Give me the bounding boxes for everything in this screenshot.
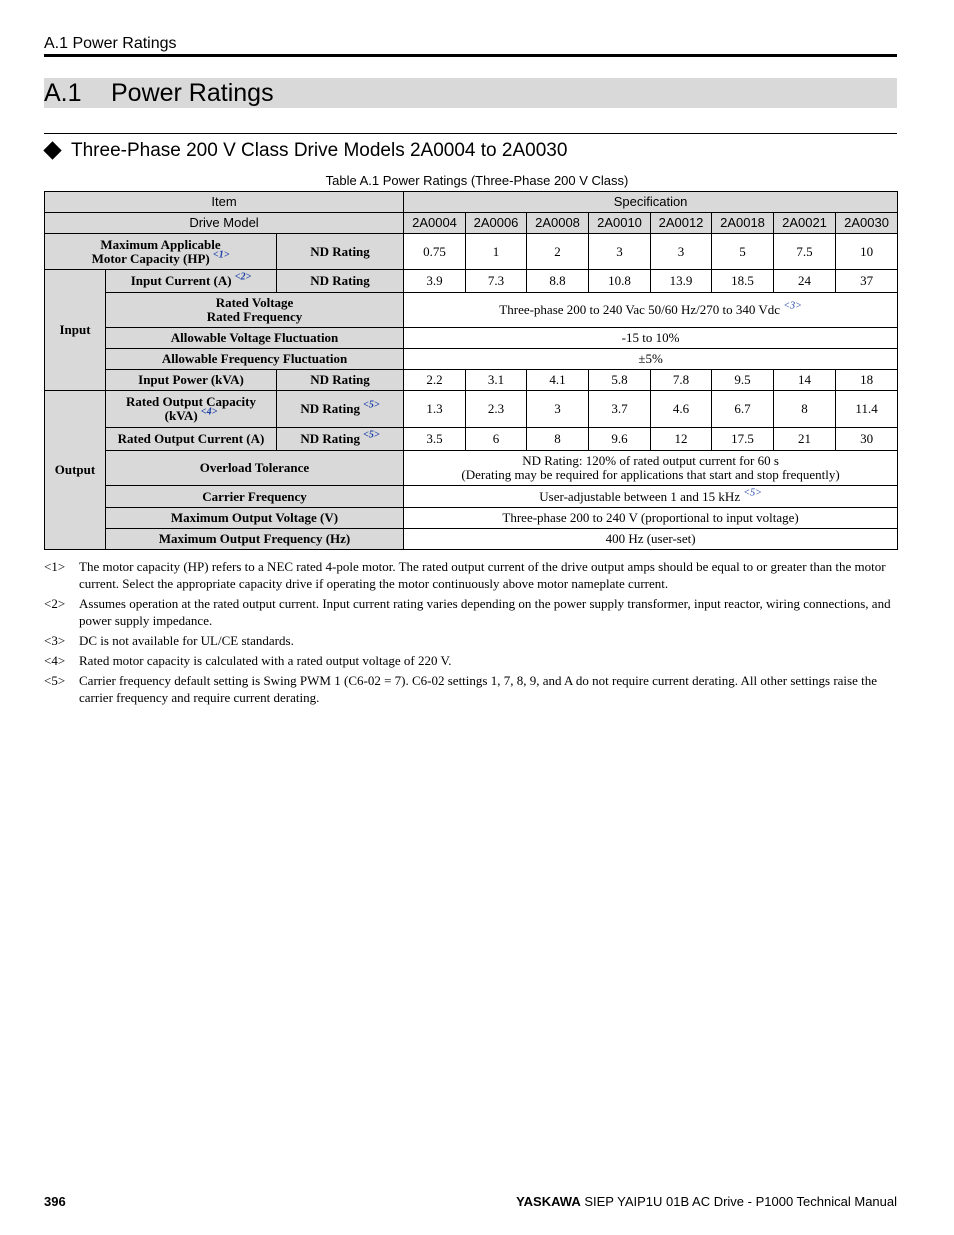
freq-fluct-row (45, 349, 898, 370)
voltage-fluct-row (45, 328, 898, 349)
footnote (44, 595, 897, 629)
overload-value: ND Rating: 120% of rated output current for 60 s (Derating may be required for applications that start and stop frequently) (404, 451, 898, 486)
value-cell: 3 (589, 234, 651, 270)
value-cell: 9.6 (589, 428, 651, 451)
output-current-label: Rated Output Current (A) (106, 428, 277, 451)
footer-brand: YASKAWA (516, 1194, 581, 1209)
input-group-label: Input (45, 270, 106, 391)
max-motor-line1: Maximum Applicable (100, 236, 221, 252)
page-number: 396 (44, 1194, 66, 1209)
max-motor-label (45, 234, 277, 270)
max-voltage-value: Three-phase 200 to 240 V (proportional to input voltage) (404, 508, 898, 529)
section-heading-bar (44, 78, 897, 108)
value-cell: 3 (651, 234, 712, 270)
max-freq-label: Maximum Output Frequency (Hz) (106, 529, 404, 550)
carrier-label: Carrier Frequency (106, 486, 404, 508)
spec-header: Specification (404, 192, 898, 213)
model-cell: 2A0008 (527, 213, 589, 234)
drive-model-label: Drive Model (45, 213, 404, 234)
value-cell: 30 (836, 428, 898, 451)
subsection-heading (44, 140, 567, 162)
running-header: A.1 Power Ratings (44, 35, 177, 52)
footnote-tag: <5> (44, 673, 66, 688)
output-capacity-row (45, 391, 898, 428)
footer-manual (516, 1194, 897, 1209)
footnote (44, 632, 897, 649)
power-ratings-table (44, 191, 898, 550)
drive-model-row (45, 213, 898, 234)
value-cell: 5.8 (589, 370, 651, 391)
nd-rating-label: ND Rating (277, 234, 404, 270)
nd-rating-label: ND Rating $^{<5>}$ (277, 428, 404, 451)
value-cell: 3.1 (466, 370, 527, 391)
model-cell: 2A0004 (404, 213, 466, 234)
value-cell: 2.3 (466, 391, 527, 428)
footnote-text: Carrier frequency default setting is Swing PWM 1 (C6-02 = 7). C6-02 settings 1, 7, 8, 9, and A do not require current derating. All other settings raise the carrier frequency and require current derating. (79, 673, 878, 705)
model-cell: 2A0010 (589, 213, 651, 234)
max-motor-line2: Motor Capacity (HP) (91, 250, 210, 266)
output-capacity-label: Rated Output Capacity (kVA) $^{<4>}$ (106, 391, 277, 428)
rated-voltage-value: Three-phase 200 to 240 Vac 50/60 Hz/270 to 340 Vdc $^{<3>}$ (404, 293, 898, 328)
value-cell: 5 (712, 234, 774, 270)
footnote-ref-link[interactable]: <5> (363, 399, 380, 411)
value-cell: 12 (651, 428, 712, 451)
output-current-row (45, 428, 898, 451)
value-cell: 7.3 (466, 270, 527, 293)
value-cell: 17.5 (712, 428, 774, 451)
value-cell: 3 (527, 391, 589, 428)
footnote-tag: <4> (44, 653, 66, 668)
output-group-label: Output (45, 391, 106, 550)
table-caption: Table A.1 Power Ratings (Three-Phase 200 V Class) (325, 173, 629, 188)
nd-rating-label: ND Rating $^{<5>}$ (277, 391, 404, 428)
value-cell: 11.4 (836, 391, 898, 428)
header-rule (44, 54, 897, 57)
diamond-bullet-icon (43, 141, 61, 159)
value-cell: 3.7 (589, 391, 651, 428)
value-cell: 9.5 (712, 370, 774, 391)
footnote-ref-link[interactable]: <1> (213, 249, 230, 261)
input-power-label: Input Power (kVA) (106, 370, 277, 391)
section-rule (44, 133, 897, 134)
footnote-text: Assumes operation at the rated output current. Input current rating varies depending on the power supply transformer, input reactor, wiring connections, and power supply impedance. (79, 596, 891, 628)
value-cell: 1 (466, 234, 527, 270)
header-row (45, 192, 898, 213)
value-cell: 4.1 (527, 370, 589, 391)
value-cell: 2 (527, 234, 589, 270)
rated-voltage-row (45, 293, 898, 328)
footnote-tag: <2> (44, 596, 66, 611)
value-cell: 0.75 (404, 234, 466, 270)
footnote-ref-link[interactable]: <2> (234, 271, 252, 283)
max-freq-row (45, 529, 898, 550)
subsection-title: Three-Phase 200 V Class Drive Models 2A0004 to 2A0030 (71, 140, 568, 161)
footnote-ref-link[interactable]: <5> (363, 429, 380, 441)
footnote-text: The motor capacity (HP) refers to a NEC rated 4-pole motor. The rated output current of the drive output amps should be equal to or greater than the motor current. Select the appropriate capacity drive if operating the motor continuously above motor nameplate current. (79, 559, 886, 591)
input-current-row (45, 270, 898, 293)
overload-label: Overload Tolerance (106, 451, 404, 486)
value-cell: 2.2 (404, 370, 466, 391)
value-cell: 37 (836, 270, 898, 293)
value-cell: 18 (836, 370, 898, 391)
value-cell: 21 (774, 428, 836, 451)
max-voltage-row (45, 508, 898, 529)
model-cell: 2A0006 (466, 213, 527, 234)
max-voltage-label: Maximum Output Voltage (V) (106, 508, 404, 529)
input-current-label: Input Current (A) $^{<2>}$ (106, 270, 277, 293)
model-cell: 2A0030 (836, 213, 898, 234)
model-cell: 2A0018 (712, 213, 774, 234)
value-cell: 13.9 (651, 270, 712, 293)
footnote (44, 672, 897, 706)
value-cell: 8.8 (527, 270, 589, 293)
nd-rating-label: ND Rating (277, 370, 404, 391)
value-cell: 8 (527, 428, 589, 451)
max-motor-row (45, 234, 898, 270)
input-power-row (45, 370, 898, 391)
model-cell: 2A0012 (651, 213, 712, 234)
value-cell: 6 (466, 428, 527, 451)
value-cell: 18.5 (712, 270, 774, 293)
freq-fluct-value: ±5% (404, 349, 898, 370)
value-cell: 10 (836, 234, 898, 270)
footnote-tag: <3> (44, 633, 66, 648)
voltage-fluct-value: -15 to 10% (404, 328, 898, 349)
freq-fluct-label: Allowable Frequency Fluctuation (106, 349, 404, 370)
value-cell: 7.5 (774, 234, 836, 270)
carrier-row (45, 486, 898, 508)
footnote-ref-link[interactable]: <3> (783, 300, 802, 312)
footnotes (44, 558, 897, 709)
item-header: Item (45, 192, 404, 213)
value-cell: 3.9 (404, 270, 466, 293)
overload-row (45, 451, 898, 486)
value-cell: 4.6 (651, 391, 712, 428)
rated-voltage-label: Rated Voltage Rated Frequency (106, 293, 404, 328)
value-cell: 24 (774, 270, 836, 293)
voltage-fluct-label: Allowable Voltage Fluctuation (106, 328, 404, 349)
value-cell: 6.7 (712, 391, 774, 428)
carrier-value: User-adjustable between 1 and 15 kHz $^{<5>}$ (404, 486, 898, 508)
footnote-ref-link[interactable]: <4> (200, 406, 218, 418)
model-cell: 2A0021 (774, 213, 836, 234)
value-cell: 10.8 (589, 270, 651, 293)
section-title: Power Ratings (111, 79, 274, 107)
footnote (44, 558, 897, 592)
nd-rating-label: ND Rating (277, 270, 404, 293)
footnote (44, 652, 897, 669)
value-cell: 8 (774, 391, 836, 428)
footnote-ref-link[interactable]: <5> (743, 487, 762, 499)
max-freq-value: 400 Hz (user-set) (404, 529, 898, 550)
section-number: A.1 (44, 79, 82, 107)
value-cell: 1.3 (404, 391, 466, 428)
value-cell: 7.8 (651, 370, 712, 391)
footnote-tag: <1> (44, 559, 66, 574)
value-cell: 14 (774, 370, 836, 391)
footnote-text: Rated motor capacity is calculated with a rated output voltage of 220 V. (79, 653, 452, 668)
footer-manual-title: SIEP YAIP1U 01B AC Drive - P1000 Technical Manual (584, 1194, 897, 1209)
footnote-text: DC is not available for UL/CE standards. (79, 633, 294, 648)
value-cell: 3.5 (404, 428, 466, 451)
